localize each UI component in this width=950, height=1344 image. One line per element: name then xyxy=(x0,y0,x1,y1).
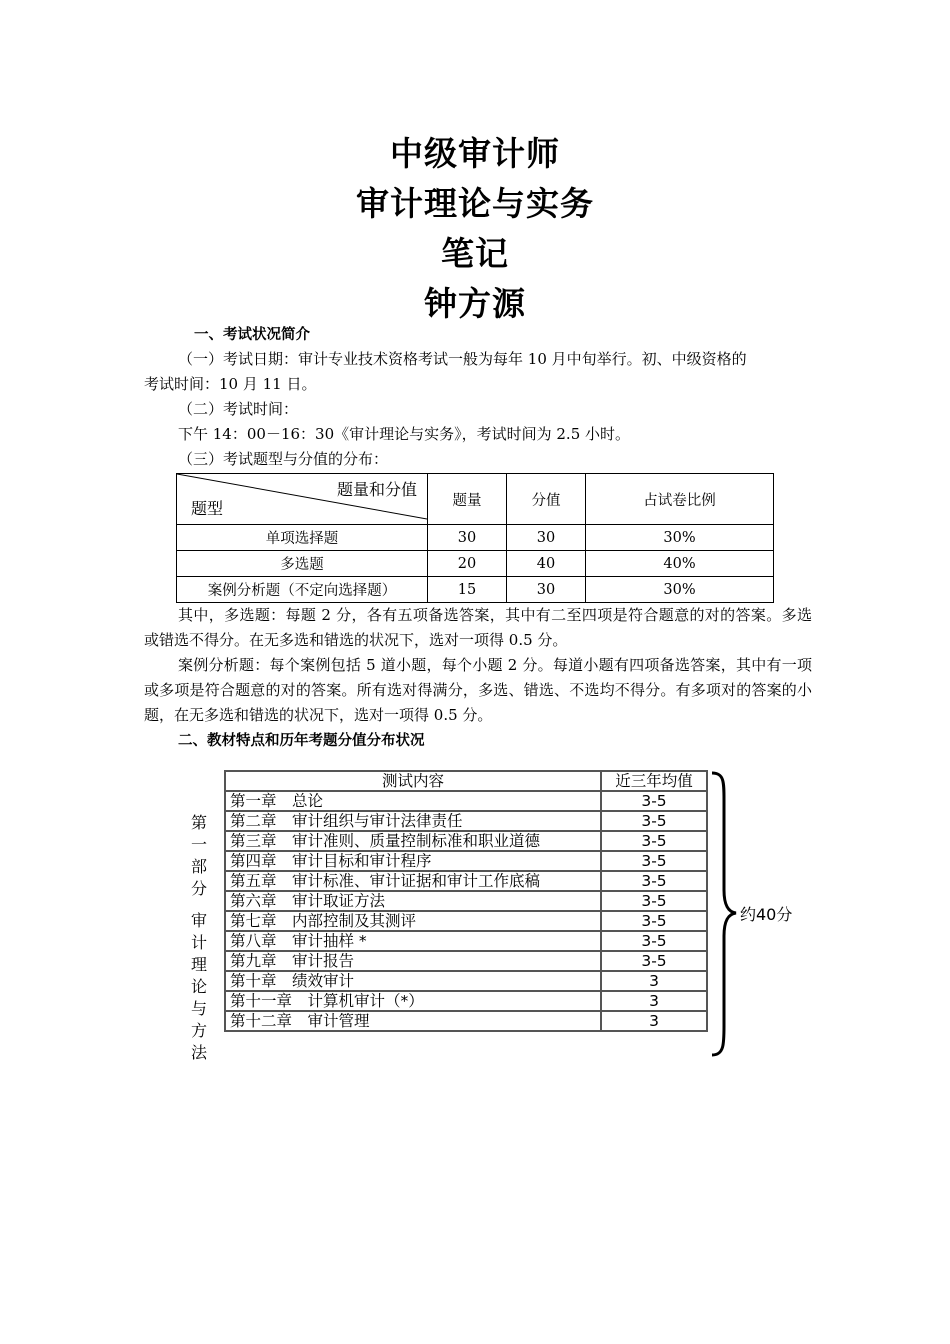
chapter-score: 3 xyxy=(601,991,707,1011)
chapter-name: 第四章 审计目标和审计程序 xyxy=(225,851,601,871)
vertical-char: 部 xyxy=(190,857,207,876)
section2-heading: 二、教材特点和历年考题分值分布状况 xyxy=(178,733,425,749)
row-type: 案例分析题（不定向选择题） xyxy=(177,577,428,603)
table-row xyxy=(225,791,707,811)
row-type: 单项选择题 xyxy=(177,525,428,551)
vertical-char: 一 xyxy=(190,835,207,854)
table-row xyxy=(225,931,707,951)
vertical-char: 论 xyxy=(190,977,207,996)
doc-title-line-2: 审计理论与实务 xyxy=(356,184,594,223)
table-row xyxy=(225,811,707,831)
chapter-score: 3 xyxy=(601,1011,707,1031)
table-row xyxy=(225,971,707,991)
row-ratio: 30% xyxy=(586,525,774,551)
vertical-char: 计 xyxy=(190,933,207,952)
vertical-char: 审 xyxy=(190,911,207,930)
vertical-char: 法 xyxy=(190,1043,207,1062)
doc-title-line-1: 中级审计师 xyxy=(390,134,560,173)
chapter-score: 3-5 xyxy=(601,951,707,971)
row-score: 30 xyxy=(507,525,586,551)
multi-choice-paragraph: 其中，多选题：每题 2 分，各有五项备选答案，其中有二至四项是符合题意的对的答案。多选或错选不得分。在无多选和错选的状况下，选对一项得 0.5 分。 xyxy=(144,606,812,649)
table-row xyxy=(225,991,707,1011)
table-row xyxy=(225,951,707,971)
row-ratio: 30% xyxy=(586,577,774,603)
brace-total-label: 约40分 xyxy=(740,905,793,924)
table-row xyxy=(225,1011,707,1031)
vertical-char: 分 xyxy=(190,879,207,898)
vertical-char: 与 xyxy=(190,999,207,1018)
doc-author: 钟方源 xyxy=(424,284,526,323)
diagonal-header-cell xyxy=(177,474,428,525)
chapter-name: 第三章 审计准则、质量控制标准和职业道德 xyxy=(225,831,601,851)
table-row xyxy=(177,551,774,577)
chapter-name: 第二章 审计组织与审计法律责任 xyxy=(225,811,601,831)
chapter-score: 3-5 xyxy=(601,891,707,911)
header-content: 测试内容 xyxy=(225,771,601,791)
exam-time-label: （二）考试时间： xyxy=(178,400,299,418)
chapter-score: 3 xyxy=(601,971,707,991)
header-count: 题量 xyxy=(428,474,507,525)
case-analysis-paragraph: 案例分析题：每个案例包括 5 道小题，每个小题 2 分。每道小题有四项备选答案，其中有一项或多项是符合题意的对的答案。所有选对得满分，多选、错选、不选均不得分。有多项对的答案的小题，在无多选和错选的状况下，选对一项得 0.5 分。 xyxy=(144,656,812,724)
chapter-name: 第五章 审计标准、审计证据和审计工作底稿 xyxy=(225,871,601,891)
exam-date-line1: （一）考试日期：审计专业技术资格考试一般为每年 10 月中旬举行。初、中级资格的 xyxy=(178,350,747,368)
chapter-score: 3-5 xyxy=(601,791,707,811)
part-one-vertical-label xyxy=(188,812,210,1064)
section1-heading: 一、考试状况简介 xyxy=(194,327,310,343)
chapter-name: 第七章 内部控制及其测评 xyxy=(225,911,601,931)
row-type: 多选题 xyxy=(177,551,428,577)
chapter-score: 3-5 xyxy=(601,851,707,871)
chapter-table xyxy=(224,770,708,1032)
table-row xyxy=(225,891,707,911)
chapter-score: 3-5 xyxy=(601,871,707,891)
chapter-score: 3-5 xyxy=(601,831,707,851)
exam-time-detail: 下午 14：00－16：30《审计理论与实务》，考试时间为 2.5 小时。 xyxy=(178,425,631,443)
score-table xyxy=(176,473,774,603)
header-ratio: 占试卷比例 xyxy=(586,474,774,525)
chapter-score: 3-5 xyxy=(601,931,707,951)
exam-date-line2: 考试时间：10 月 11 日。 xyxy=(144,375,317,393)
diag-bottom-label: 题型 xyxy=(191,499,224,518)
vertical-char: 第 xyxy=(190,813,207,832)
chapter-name: 第八章 审计抽样 * xyxy=(225,931,601,951)
table-row xyxy=(177,525,774,551)
chapter-score: 3-5 xyxy=(601,811,707,831)
chapter-name: 第十一章 计算机审计（*） xyxy=(225,991,601,1011)
diag-top-label: 题量和分值 xyxy=(336,480,417,499)
row-score: 30 xyxy=(507,577,586,603)
vertical-gap xyxy=(188,900,210,910)
row-count: 30 xyxy=(428,525,507,551)
row-score: 40 xyxy=(507,551,586,577)
chapter-name: 第十章 绩效审计 xyxy=(225,971,601,991)
table-row xyxy=(225,851,707,871)
table-row xyxy=(225,871,707,891)
doc-title-line-3: 笔记 xyxy=(441,234,509,273)
chapter-table-header xyxy=(225,771,707,791)
chapter-name: 第一章 总论 xyxy=(225,791,601,811)
chapter-name: 第十二章 审计管理 xyxy=(225,1011,601,1031)
row-count: 20 xyxy=(428,551,507,577)
header-score: 分值 xyxy=(507,474,586,525)
vertical-char: 理 xyxy=(190,955,207,974)
question-types-label: （三）考试题型与分值的分布： xyxy=(178,450,389,468)
header-average: 近三年均值 xyxy=(601,771,707,791)
chapter-name: 第九章 审计报告 xyxy=(225,951,601,971)
row-count: 15 xyxy=(428,577,507,603)
chapter-name: 第六章 审计取证方法 xyxy=(225,891,601,911)
chapter-score: 3-5 xyxy=(601,911,707,931)
score-table-header xyxy=(177,474,774,525)
vertical-char: 方 xyxy=(190,1021,207,1040)
curly-brace-icon xyxy=(708,770,740,1060)
table-row xyxy=(225,831,707,851)
row-ratio: 40% xyxy=(586,551,774,577)
table-row xyxy=(225,911,707,931)
table-row xyxy=(177,577,774,603)
